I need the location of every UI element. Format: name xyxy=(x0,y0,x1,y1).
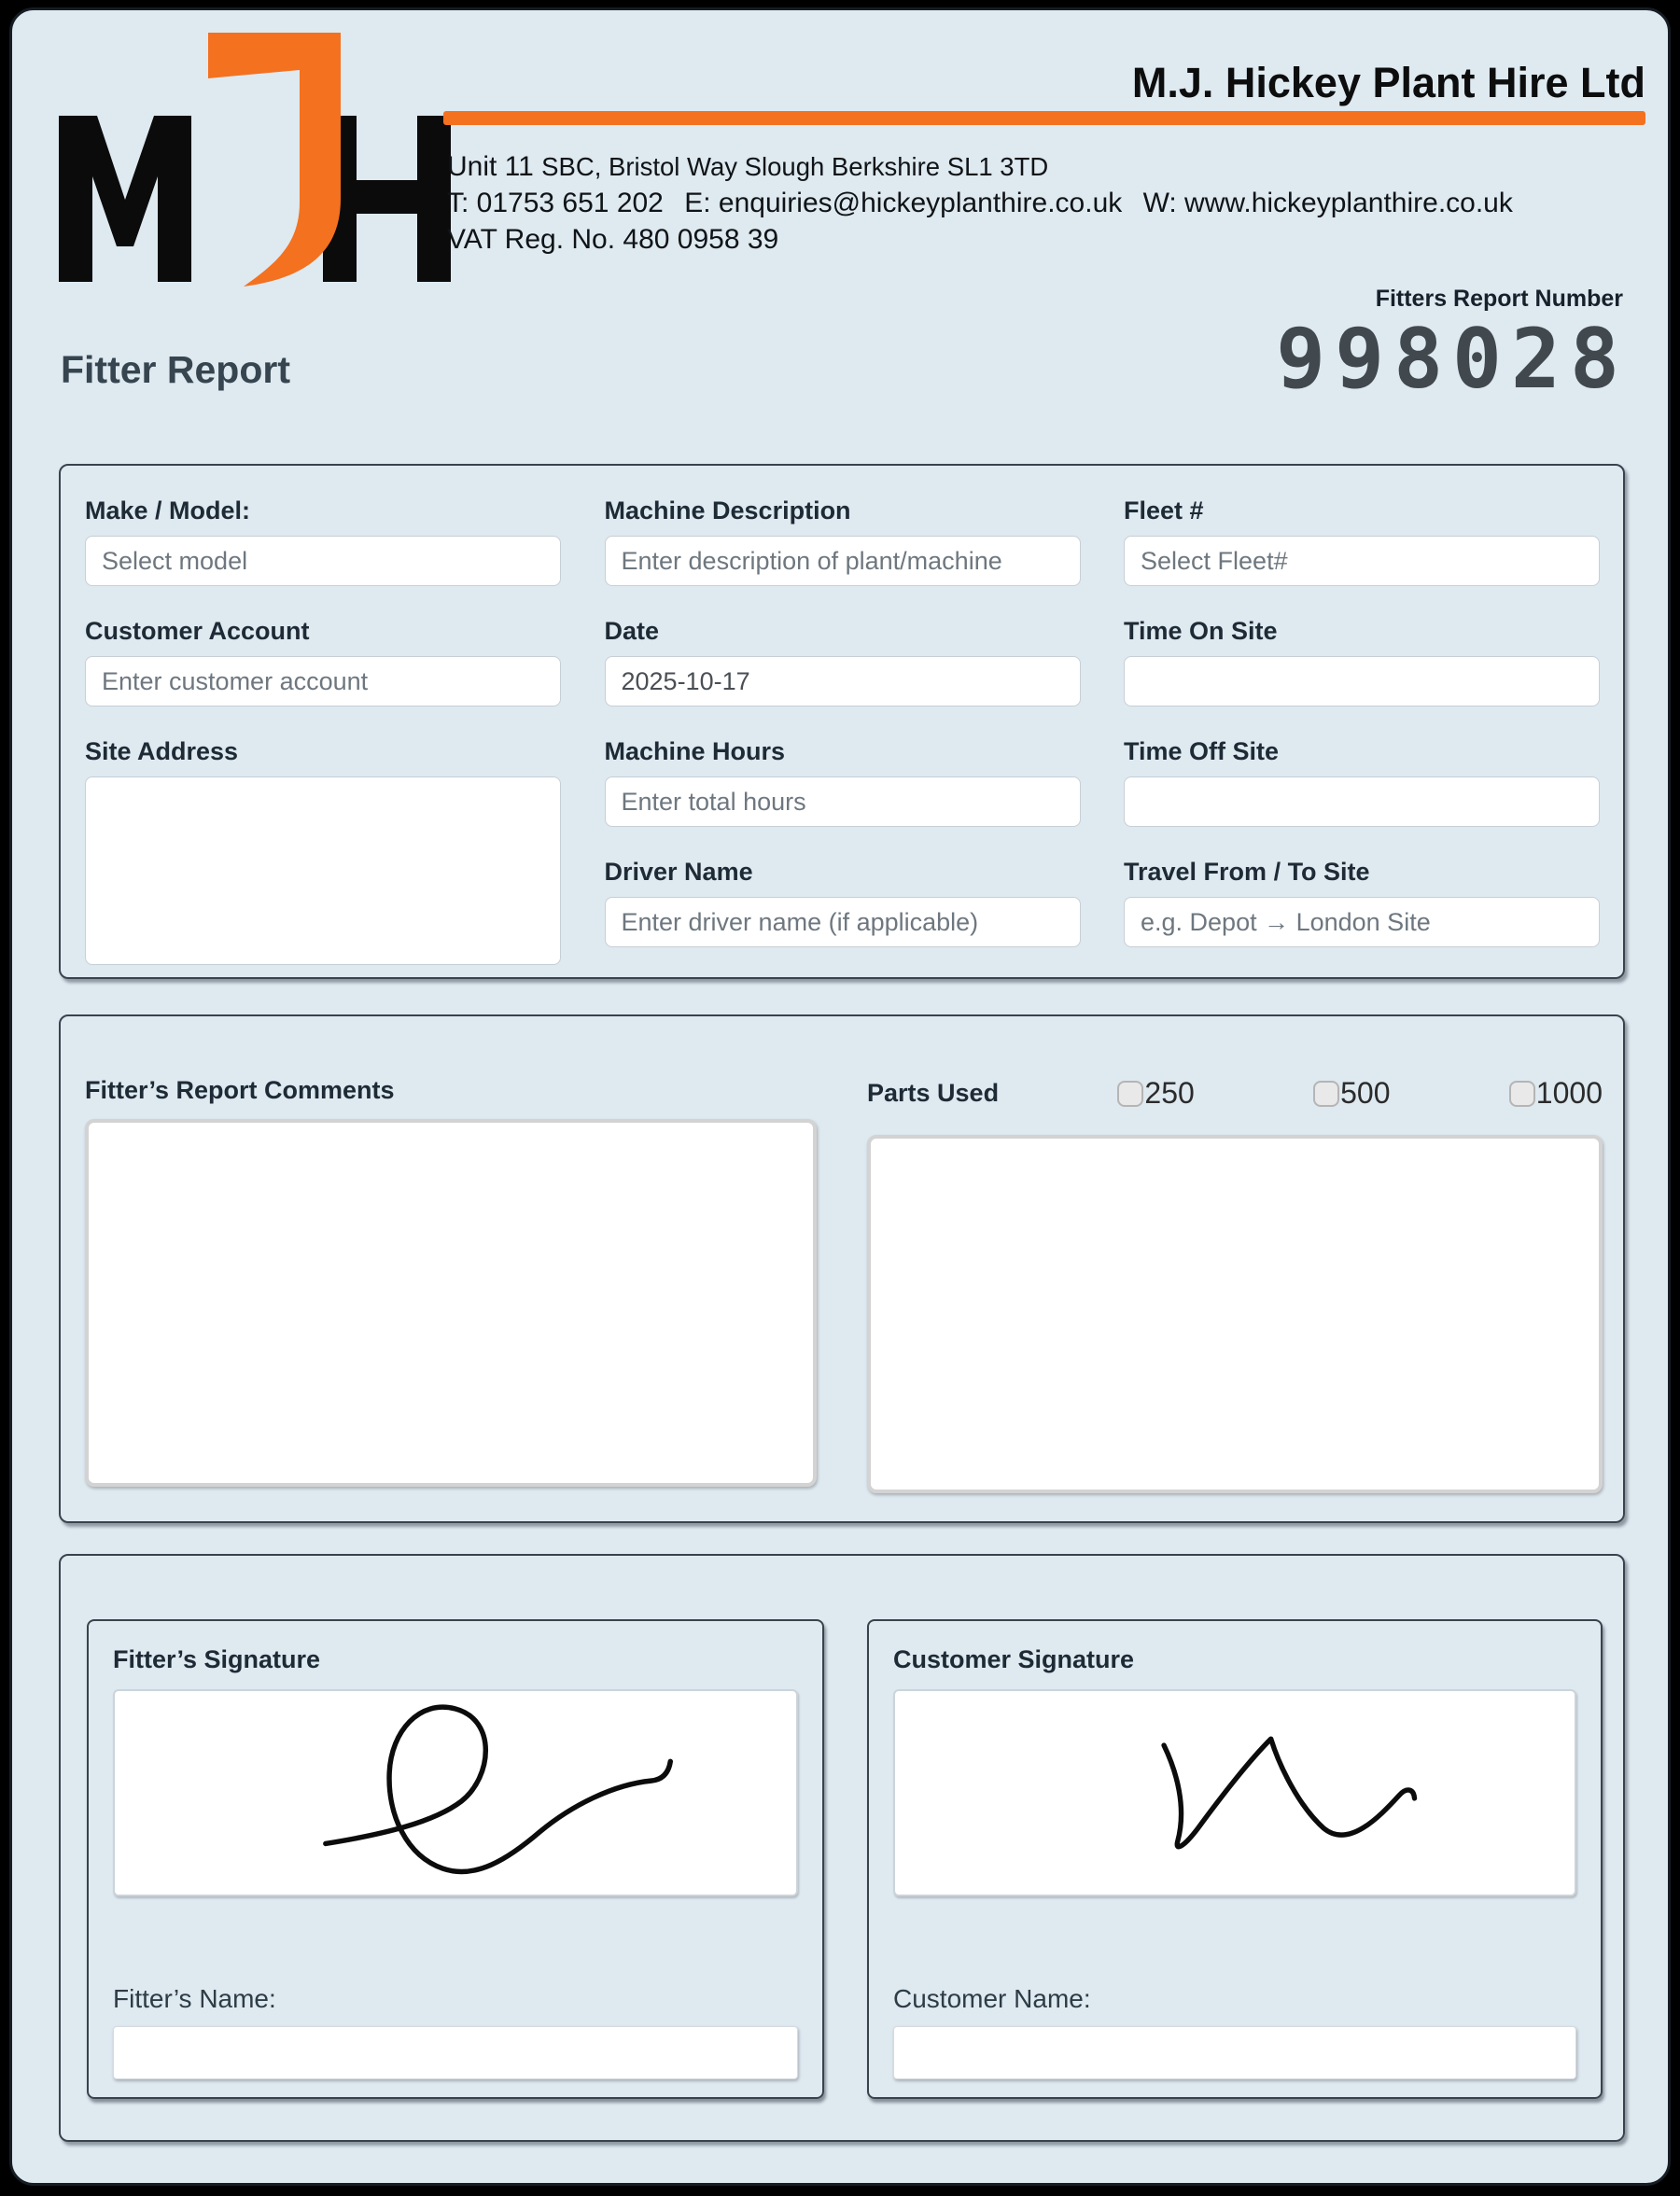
customer-name-input[interactable] xyxy=(893,2026,1576,2079)
machine-hours-input[interactable] xyxy=(605,776,1081,827)
parts-option-250 xyxy=(1117,1076,1194,1111)
comments-parts-section xyxy=(59,1014,1625,1523)
make-model-label: Make / Model: xyxy=(85,497,251,525)
driver-name-label: Driver Name xyxy=(604,858,753,886)
company-address xyxy=(447,148,1526,258)
fleet-label: Fleet # xyxy=(1124,497,1204,525)
header-divider xyxy=(443,111,1645,125)
fitter-report-page xyxy=(9,7,1671,2186)
parts-500-label: 500 xyxy=(1340,1076,1391,1110)
customer-signature-stroke xyxy=(1164,1739,1414,1847)
site-address-label: Site Address xyxy=(85,737,239,765)
machine-description-input[interactable] xyxy=(605,536,1081,586)
travel-label: Travel From / To Site xyxy=(1124,858,1370,886)
customer-account-input[interactable] xyxy=(85,656,561,706)
company-name: M.J. Hickey Plant Hire Ltd xyxy=(1131,59,1645,106)
logo-letter-j xyxy=(208,33,341,287)
time-on-site-input[interactable] xyxy=(1124,656,1600,706)
make-model-input[interactable] xyxy=(85,536,561,586)
customer-signature-pad[interactable] xyxy=(893,1689,1576,1896)
address-prefix: Unit 11 xyxy=(447,151,534,182)
signatures-section xyxy=(59,1554,1625,2142)
date-label: Date xyxy=(604,617,660,645)
date-input[interactable] xyxy=(605,656,1081,706)
page-title: Fitter Report xyxy=(61,348,290,391)
fitter-signature-panel xyxy=(87,1619,824,2099)
travel-input[interactable] xyxy=(1124,897,1600,947)
machine-hours-label: Machine Hours xyxy=(604,737,786,765)
contact-email: E: enquiries@hickeyplanthire.co.uk xyxy=(684,188,1123,218)
mjh-logo xyxy=(59,20,451,293)
machine-details-section xyxy=(59,464,1625,979)
parts-option-500 xyxy=(1313,1076,1390,1111)
customer-signature-panel xyxy=(867,1619,1603,2099)
machine-description-label: Machine Description xyxy=(604,497,851,525)
contact-web: W: www.hickeyplanthire.co.uk xyxy=(1142,188,1513,218)
parts-used-label: Parts Used xyxy=(867,1079,1000,1107)
parts-1000-label: 1000 xyxy=(1535,1076,1603,1110)
parts-option-1000 xyxy=(1509,1076,1603,1111)
fitter-signature-title: Fitter’s Signature xyxy=(113,1645,321,1673)
driver-name-input[interactable] xyxy=(605,897,1081,947)
time-off-site-input[interactable] xyxy=(1124,776,1600,827)
parts-250-checkbox[interactable] xyxy=(1117,1081,1143,1107)
report-number-label: Fitters Report Number xyxy=(1375,286,1623,312)
contact-phone: T: 01753 651 202 xyxy=(447,188,664,218)
fitter-signature-pad[interactable] xyxy=(113,1689,798,1896)
time-off-site-label: Time Off Site xyxy=(1124,737,1280,765)
parts-used-textarea[interactable] xyxy=(867,1135,1603,1493)
comments-textarea[interactable] xyxy=(85,1119,817,1487)
logo-letter-m xyxy=(59,116,191,282)
site-address-textarea[interactable] xyxy=(85,776,561,965)
parts-1000-checkbox[interactable] xyxy=(1509,1081,1535,1107)
fitter-signature-stroke xyxy=(326,1707,670,1871)
address-rest: SBC, Bristol Way Slough Berkshire SL1 3TD xyxy=(541,152,1049,181)
customer-account-label: Customer Account xyxy=(85,617,310,645)
fitter-name-input[interactable] xyxy=(113,2026,798,2079)
customer-signature-title: Customer Signature xyxy=(893,1645,1135,1673)
comments-label: Fitter’s Report Comments xyxy=(85,1076,395,1104)
report-number: 998028 xyxy=(1276,311,1629,407)
customer-name-label: Customer Name: xyxy=(893,1984,1091,2013)
logo-letter-h xyxy=(323,116,451,282)
fitter-name-label: Fitter’s Name: xyxy=(113,1984,276,2013)
parts-250-label: 250 xyxy=(1144,1076,1195,1110)
parts-500-checkbox[interactable] xyxy=(1313,1081,1339,1107)
vat-number: VAT Reg. No. 480 0958 39 xyxy=(447,224,779,255)
fleet-input[interactable] xyxy=(1124,536,1600,586)
time-on-site-label: Time On Site xyxy=(1124,617,1278,645)
